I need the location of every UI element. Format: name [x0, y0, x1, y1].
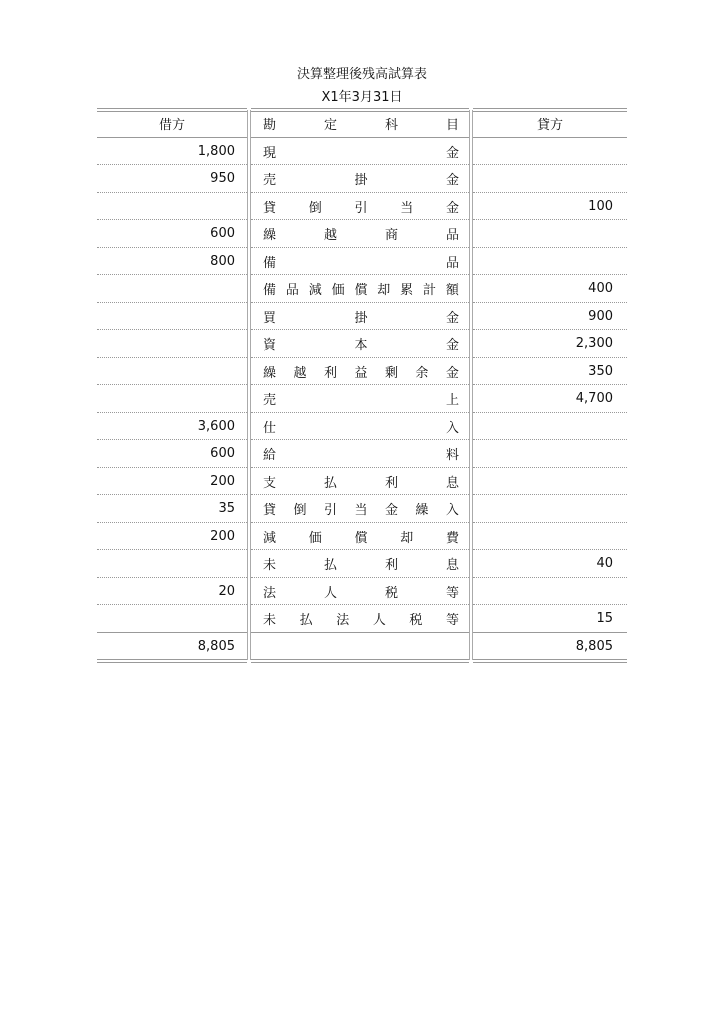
debit-amount: 35 — [218, 501, 235, 517]
account-char: 入 — [445, 503, 459, 519]
account-name-chars — [263, 169, 459, 188]
table-rule — [97, 219, 247, 220]
account-char: 息 — [445, 475, 459, 491]
account-char: 益 — [354, 365, 368, 381]
table-rule — [97, 137, 247, 138]
credit-amount — [473, 468, 627, 496]
table-rule — [473, 522, 627, 523]
table-row — [97, 358, 627, 386]
table-rule — [251, 164, 469, 165]
table-rule — [97, 164, 247, 165]
column-rule — [250, 110, 251, 660]
account-char: 却 — [377, 283, 391, 299]
table-rule — [97, 329, 247, 330]
table-rule — [97, 659, 247, 663]
account-name-chars — [263, 197, 459, 216]
table-rule — [97, 439, 247, 440]
account-char: 給 — [263, 448, 277, 464]
trial-balance-table — [97, 110, 627, 660]
table-rule — [97, 604, 247, 605]
credit-amount — [473, 523, 627, 551]
account-char: 余 — [415, 365, 429, 381]
table-row — [97, 495, 627, 523]
header-credit: 貸方 — [536, 118, 563, 134]
table-rule — [97, 384, 247, 385]
debit-amount: 20 — [218, 583, 235, 599]
table-rule — [97, 108, 247, 112]
table-row — [97, 330, 627, 358]
account-char: 却 — [400, 530, 414, 546]
header-account-char: 目 — [445, 118, 459, 134]
table-rule — [251, 522, 469, 523]
debit-amount — [97, 605, 247, 633]
account-char: 息 — [445, 558, 459, 574]
table-rule — [473, 274, 627, 275]
account-char: 等 — [445, 613, 459, 629]
table-rule — [97, 357, 247, 358]
account-char: 貸 — [263, 503, 277, 519]
header-account-label — [263, 114, 459, 133]
account-char: 未 — [263, 613, 277, 629]
account-name — [251, 523, 469, 551]
account-char: 品 — [445, 228, 459, 244]
account-name — [251, 468, 469, 496]
credit-amount — [473, 413, 627, 441]
credit-amount — [473, 440, 627, 468]
account-char: 未 — [263, 558, 277, 574]
table-rule — [251, 577, 469, 578]
table-rule — [251, 329, 469, 330]
debit-amount — [97, 550, 247, 578]
account-char: 越 — [293, 365, 307, 381]
account-name — [251, 358, 469, 386]
table-row — [97, 523, 627, 551]
account-name-chars — [263, 362, 459, 381]
table-rule — [251, 412, 469, 413]
credit-amount: 350 — [588, 363, 613, 379]
account-name-chars — [263, 224, 459, 243]
account-name — [251, 275, 469, 303]
column-rule — [469, 110, 470, 660]
table-row — [97, 193, 627, 221]
total-debit: 8,805 — [197, 638, 235, 654]
account-name-chars — [263, 334, 459, 353]
account-name — [251, 495, 469, 523]
account-char: 売 — [263, 393, 277, 409]
table-rule — [251, 467, 469, 468]
table-rule — [473, 329, 627, 330]
table-rule — [97, 632, 247, 633]
table-rule — [473, 384, 627, 385]
credit-amount: 100 — [588, 198, 613, 214]
credit-amount — [473, 220, 627, 248]
account-char: 本 — [354, 338, 368, 354]
table-rule — [473, 302, 627, 303]
header-account-char: 科 — [384, 118, 398, 134]
table-row — [97, 578, 627, 606]
debit-amount — [97, 303, 247, 331]
table-rule — [97, 549, 247, 550]
account-char: 繰 — [263, 228, 277, 244]
account-name-chars — [263, 554, 459, 573]
debit-amount — [97, 193, 247, 221]
account-char: 倒 — [308, 200, 322, 216]
account-char: 価 — [308, 530, 322, 546]
credit-amount: 2,300 — [575, 336, 613, 352]
account-char: 払 — [323, 475, 337, 491]
table-rule — [473, 494, 627, 495]
table-rule — [251, 632, 469, 633]
account-char: 備 — [263, 255, 277, 271]
account-name — [251, 385, 469, 413]
debit-amount — [97, 330, 247, 358]
table-rule — [251, 604, 469, 605]
account-name-chars — [263, 142, 459, 161]
table-rule — [97, 247, 247, 248]
credit-amount — [473, 495, 627, 523]
account-char: 金 — [445, 365, 459, 381]
table-row — [97, 413, 627, 441]
table-rule — [473, 439, 627, 440]
table-rule — [97, 302, 247, 303]
account-name — [251, 330, 469, 358]
table-rule — [251, 384, 469, 385]
account-char: 繰 — [263, 365, 277, 381]
credit-amount — [473, 578, 627, 606]
debit-amount: 950 — [210, 171, 235, 187]
account-char: 金 — [445, 145, 459, 161]
account-char: 繰 — [415, 503, 429, 519]
account-name — [251, 550, 469, 578]
account-char: 現 — [263, 145, 277, 161]
account-char: 品 — [445, 255, 459, 271]
credit-amount: 4,700 — [575, 391, 613, 407]
account-char: 倒 — [293, 503, 307, 519]
credit-amount: 15 — [596, 611, 613, 627]
table-rule — [251, 659, 469, 663]
account-char: 利 — [384, 558, 398, 574]
table-rule — [473, 659, 627, 663]
header-account — [251, 110, 469, 138]
credit-amount: 400 — [588, 281, 613, 297]
account-char: 掛 — [354, 310, 368, 326]
account-char: 引 — [323, 503, 337, 519]
table-row — [97, 468, 627, 496]
account-name — [251, 248, 469, 276]
credit-amount: 900 — [588, 308, 613, 324]
account-char: 計 — [423, 283, 437, 299]
totals-row — [97, 633, 627, 661]
table-row — [97, 440, 627, 468]
account-char: 品 — [285, 283, 299, 299]
table-rule — [251, 357, 469, 358]
account-name-chars — [263, 417, 459, 436]
account-char: 人 — [372, 613, 386, 629]
account-name-chars — [263, 389, 459, 408]
account-char: 商 — [384, 228, 398, 244]
account-char: 累 — [400, 283, 414, 299]
account-char: 買 — [263, 310, 277, 326]
account-char: 法 — [263, 585, 277, 601]
debit-amount: 1,800 — [197, 143, 235, 159]
table-rule — [473, 357, 627, 358]
account-char: 額 — [445, 283, 459, 299]
table-rule — [473, 604, 627, 605]
table-rule — [251, 108, 469, 112]
account-name-chars — [263, 582, 459, 601]
table-rule — [251, 439, 469, 440]
account-name — [251, 578, 469, 606]
account-name-chars — [263, 499, 459, 518]
account-name-chars — [263, 527, 459, 546]
account-char: 料 — [445, 448, 459, 464]
account-name — [251, 413, 469, 441]
table-row — [97, 165, 627, 193]
table-rule — [473, 108, 627, 112]
table-rule — [251, 302, 469, 303]
account-char: 掛 — [354, 173, 368, 189]
debit-amount: 200 — [210, 528, 235, 544]
account-char: 当 — [400, 200, 414, 216]
credit-amount — [473, 138, 627, 166]
table-rule — [251, 494, 469, 495]
document-title: 決算整理後残高試算表 — [296, 67, 427, 82]
debit-amount — [97, 385, 247, 413]
account-name-chars — [263, 609, 459, 628]
account-char: 税 — [409, 613, 423, 629]
credit-amount — [473, 248, 627, 276]
account-char: 当 — [354, 503, 368, 519]
account-char: 払 — [323, 558, 337, 574]
account-char: 越 — [323, 228, 337, 244]
table-row — [97, 220, 627, 248]
account-char: 資 — [263, 338, 277, 354]
account-char: 金 — [445, 310, 459, 326]
column-rule — [472, 110, 473, 660]
table-rule — [473, 577, 627, 578]
table-rule — [251, 137, 469, 138]
total-credit: 8,805 — [575, 638, 613, 654]
debit-amount: 600 — [210, 446, 235, 462]
account-char: 引 — [354, 200, 368, 216]
table-rule — [251, 247, 469, 248]
account-char: 法 — [336, 613, 350, 629]
table-rule — [473, 412, 627, 413]
account-char: 費 — [445, 530, 459, 546]
table-row — [97, 275, 627, 303]
debit-amount: 200 — [210, 473, 235, 489]
table-rule — [251, 274, 469, 275]
debit-amount: 3,600 — [197, 418, 235, 434]
account-name — [251, 138, 469, 166]
account-char: 入 — [445, 420, 459, 436]
account-name — [251, 303, 469, 331]
account-name — [251, 605, 469, 633]
account-char: 支 — [263, 475, 277, 491]
header-debit: 借方 — [158, 118, 185, 134]
table-row — [97, 303, 627, 331]
table-rule — [473, 247, 627, 248]
table-rule — [97, 412, 247, 413]
account-name-chars — [263, 279, 459, 298]
account-name-chars — [263, 472, 459, 491]
table-rule — [97, 274, 247, 275]
account-char: 償 — [354, 283, 368, 299]
header-account-char: 定 — [323, 118, 337, 134]
debit-amount: 800 — [210, 253, 235, 269]
table-row — [97, 605, 627, 633]
table-rule — [473, 632, 627, 633]
table-rule — [473, 137, 627, 138]
credit-amount — [473, 165, 627, 193]
account-char: 人 — [323, 585, 337, 601]
table-row — [97, 385, 627, 413]
account-char: 税 — [384, 585, 398, 601]
table-rule — [97, 467, 247, 468]
total-account-blank — [251, 633, 469, 661]
account-name-chars — [263, 444, 459, 463]
table-rule — [473, 164, 627, 165]
header-account-char: 勘 — [263, 118, 277, 134]
account-char: 金 — [445, 338, 459, 354]
account-char: 上 — [445, 393, 459, 409]
account-name-chars — [263, 252, 459, 271]
table-rule — [473, 549, 627, 550]
account-name — [251, 193, 469, 221]
account-char: 等 — [445, 585, 459, 601]
table-rule — [251, 549, 469, 550]
table-rule — [473, 192, 627, 193]
account-char: 減 — [308, 283, 322, 299]
account-name — [251, 220, 469, 248]
account-char: 金 — [445, 200, 459, 216]
account-name — [251, 165, 469, 193]
debit-amount — [97, 358, 247, 386]
table-body — [97, 138, 627, 633]
account-char: 価 — [331, 283, 345, 299]
table-rule — [251, 219, 469, 220]
table-rule — [473, 467, 627, 468]
table-rule — [97, 577, 247, 578]
debit-amount — [97, 275, 247, 303]
account-char: 剰 — [384, 365, 398, 381]
account-char: 利 — [323, 365, 337, 381]
account-char: 払 — [299, 613, 313, 629]
account-char: 貸 — [263, 200, 277, 216]
account-char: 償 — [354, 530, 368, 546]
account-char: 仕 — [263, 420, 277, 436]
account-char: 備 — [263, 283, 277, 299]
table-rule — [251, 192, 469, 193]
account-char: 売 — [263, 173, 277, 189]
table-row — [97, 550, 627, 578]
credit-amount: 40 — [596, 556, 613, 572]
table-row — [97, 248, 627, 276]
table-row — [97, 138, 627, 166]
account-char: 金 — [384, 503, 398, 519]
table-rule — [97, 192, 247, 193]
document-date: X1年3月31日 — [321, 90, 403, 105]
column-rule — [247, 110, 248, 660]
account-name — [251, 440, 469, 468]
account-name-chars — [263, 307, 459, 326]
debit-amount: 600 — [210, 226, 235, 242]
account-char: 金 — [445, 173, 459, 189]
table-rule — [97, 494, 247, 495]
table-rule — [97, 522, 247, 523]
account-char: 減 — [263, 530, 277, 546]
account-char: 利 — [384, 475, 398, 491]
table-rule — [473, 219, 627, 220]
table-header — [97, 110, 627, 138]
